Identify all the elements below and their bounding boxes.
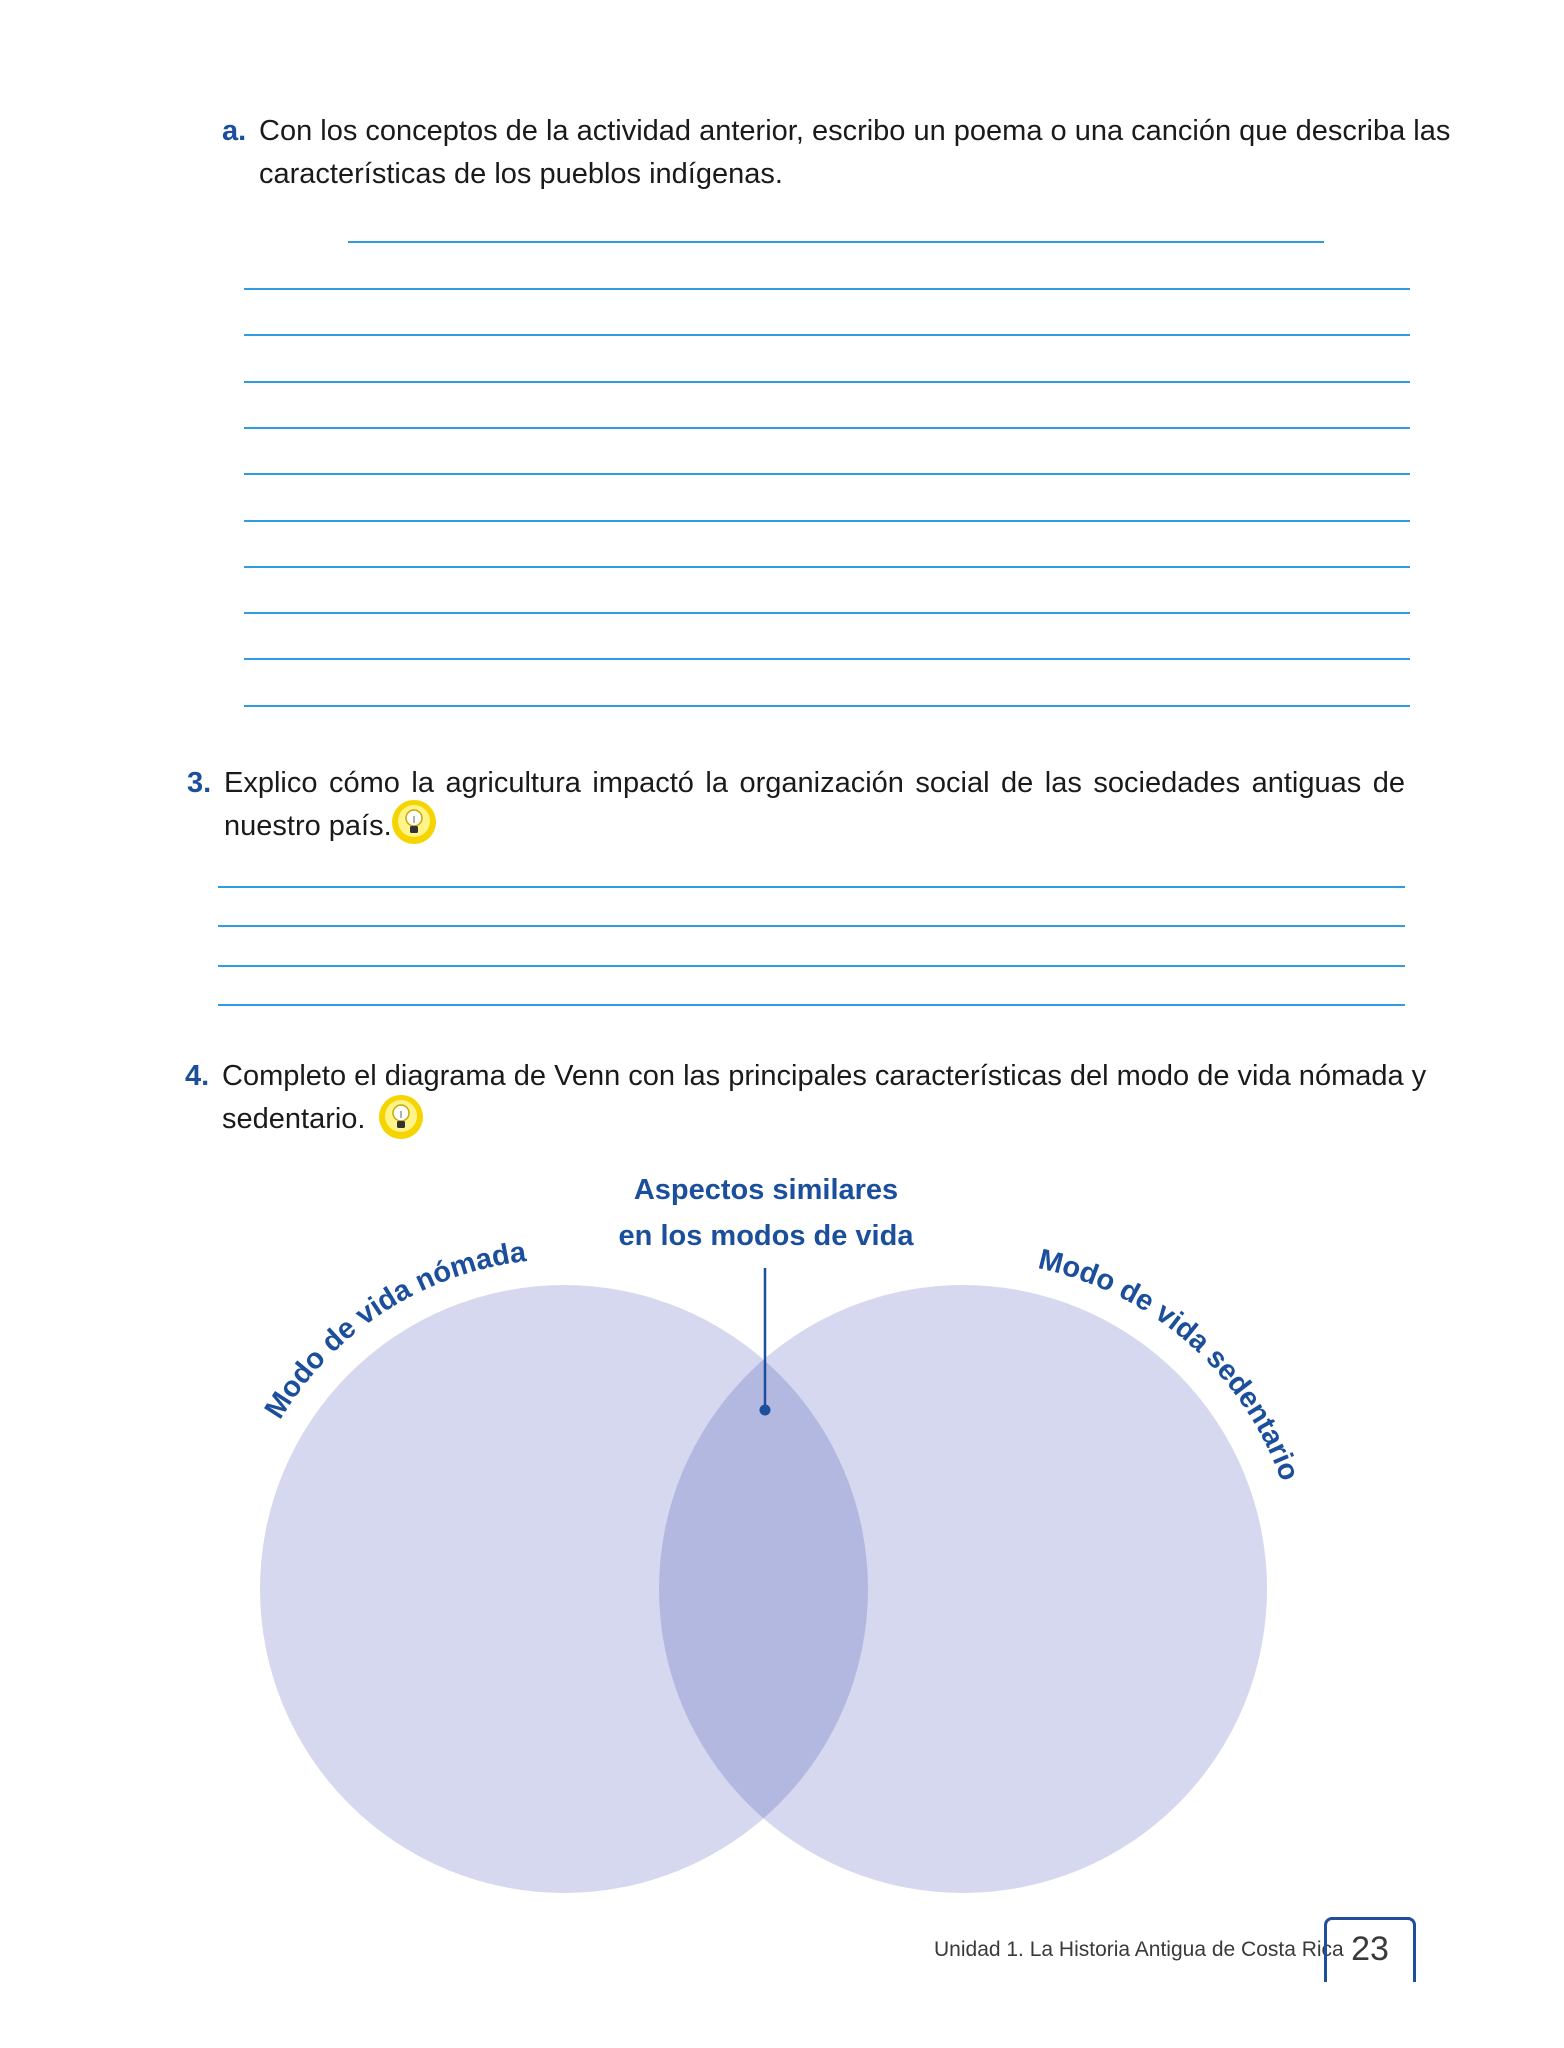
left-circle-label: Modo de vida nómada bbox=[258, 1236, 528, 1425]
page-number-box bbox=[1324, 1917, 1416, 1982]
question-4-text-line2: sedentario. bbox=[222, 1103, 366, 1135]
center-label-line1: Aspectos similares bbox=[633, 1174, 899, 1206]
activity-a-label: a. bbox=[222, 115, 247, 147]
question-4-number: 4. bbox=[185, 1060, 210, 1092]
right-circle-label: Modo de vida sedentario bbox=[1035, 1243, 1306, 1485]
question-3-text-line2: nuestro país. bbox=[224, 810, 392, 842]
center-label-line2: en los modos de vida bbox=[618, 1220, 914, 1252]
footer-unit-title: Unidad 1. La Historia Antigua de Costa Rica bbox=[934, 1938, 1344, 1961]
question-3-text-line1: Explico cómo la agricultura impactó la organización social de las sociedades antiguas de bbox=[224, 767, 1405, 799]
question-4-text-line1: Completo el diagrama de Venn con las principales características del modo de vida nómada y bbox=[222, 1060, 1427, 1092]
pointer-dot bbox=[760, 1405, 771, 1416]
activity-a-text-line1: Con los conceptos de la actividad anterior, escribo un poema o una canción que describa las bbox=[259, 115, 1451, 147]
question-3-number: 3. bbox=[187, 767, 212, 799]
page-number: 23 bbox=[1351, 1930, 1389, 1968]
activity-a-text-line2: características de los pueblos indígenas. bbox=[259, 158, 783, 190]
